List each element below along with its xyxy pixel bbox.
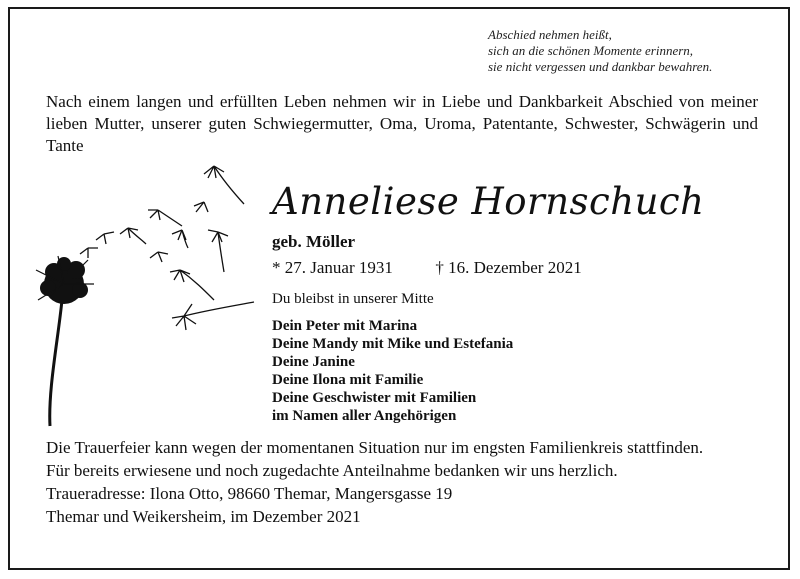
mourner-line: Deine Ilona mit Familie	[272, 372, 424, 388]
birth-date: * 27. Januar 1931	[272, 258, 393, 277]
birth-name: geb. Möller	[272, 232, 356, 251]
mourners-intro: Du bleibst in unserer Mitte	[272, 291, 434, 307]
mourner-line: Deine Mandy mit Mike und Estefania	[272, 336, 514, 352]
mourner-line: Deine Geschwister mit Familien	[272, 390, 477, 406]
ceremony-note: Die Trauerfeier kann wegen der momentanen Situation nur im engsten Familienkreis stattfinden.	[46, 438, 704, 457]
mourner-line: im Namen aller Angehörigen	[272, 408, 457, 424]
mourner-line: Deine Janine	[272, 354, 355, 370]
footer-text	[46, 437, 758, 529]
thanks-note: Für bereits erwiesene und noch zugedachte Anteilnahme bedanken wir uns herzlich.	[46, 461, 618, 480]
intro-text: Nach einem langen und erfüllten Leben nehmen wir in Liebe und Dankbarkeit Abschied von meiner lieben Mutter, unserer guten Schwiegermutter, Oma, Uroma, Patentante, Schwester, Schwägerin und Tante	[46, 92, 758, 155]
quote-line: Abschied nehmen heißt,	[488, 27, 612, 42]
deceased-name: Anneliese Hornschuch	[272, 180, 705, 223]
mourner-line: Dein Peter mit Marina	[272, 318, 418, 334]
farewell-quote	[488, 27, 712, 75]
mourning-address: Traueradresse: Ilona Otto, 98660 Themar, Mangersgasse 19	[46, 484, 453, 503]
dandelion-icon	[18, 160, 268, 430]
mourners-list	[272, 317, 513, 425]
quote-line: sich an die schönen Momente erinnern,	[488, 43, 694, 58]
place-date: Themar und Weikersheim, im Dezember 2021	[46, 507, 361, 526]
death-date: † 16. Dezember 2021	[435, 258, 582, 277]
quote-line: sie nicht vergessen und dankbar bewahren.	[488, 59, 713, 74]
life-dates	[272, 258, 582, 278]
